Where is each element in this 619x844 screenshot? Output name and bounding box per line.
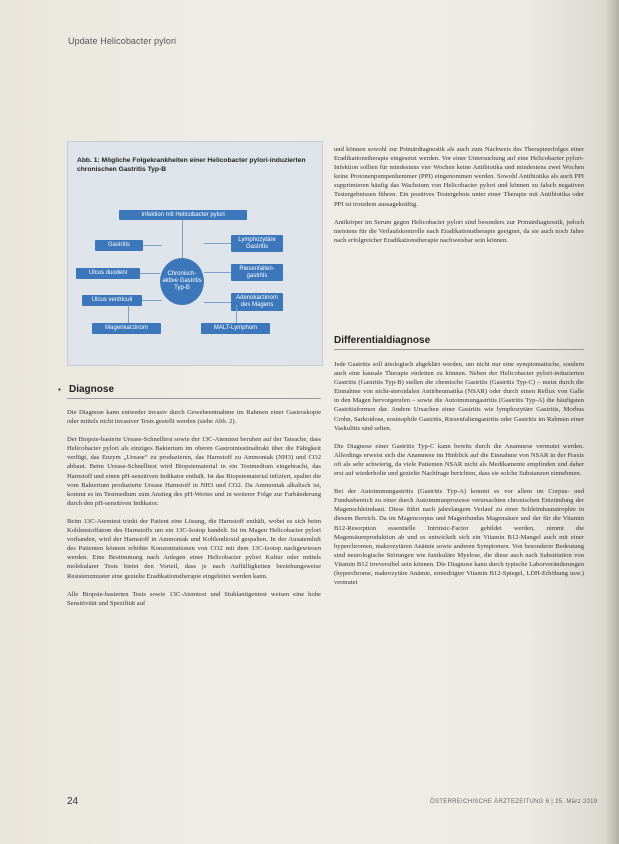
page-spine-shadow bbox=[605, 0, 619, 844]
paragraph: Antikörper im Serum gegen Helicobacter pylori sind besonders zur Primärdiagnostik, jedoch meistens für die Verlaufskontrolle nach Eradikationstherapie geeignet, da sie auch noch Jahre nach erfolgreicher Eradikationstherapie nachweisbar sein können. bbox=[334, 218, 584, 244]
node-chronic-gastritis: Chronisch-aktive Gastritis Typ-B bbox=[160, 258, 204, 305]
paragraph: Jede Gastritis soll ätiologisch abgeklärt werden, um nicht nur eine symptomatische, sondern auch eine kausale Therapie einleiten zu können. Neben der Helicobacter pylori-induzierten Gastritis (Gastritis Typ-B) stellen die chemische Gastritis (Gastritis Typ-C) – meist durch die Einnahme von nicht-steroidalen Antirheumatika (NSAR) oder durch einen Reflux von Galle in den Magen hervorgerufen – sowie die Autoimmungastritis (Gastritis Typ-A) die häufigsten Gastritisformen dar. Andere Ursachen einer Gastritis wie lymphozytäre Gastritis, Morbus Crohn, Sarkoidose, eosinophile Gastritis, Riesenfaltengastritis oder Gastritis im Rahmen einer Vaskulitis sind selten. bbox=[334, 361, 584, 432]
node-right-1: Riesenfalten-gastritis bbox=[231, 264, 283, 281]
node-left-0: Gastritis bbox=[95, 240, 143, 251]
figure-caption: Abb. 1: Mögliche Folgekrankheiten einer Helicobacter pylori-induzierten chronischen Gastritis Typ-B bbox=[77, 157, 306, 173]
journal-footer: ÖSTERREICHISCHE ÄRZTEZEITUNG 6 | 25. März 2019 bbox=[430, 799, 598, 805]
connector bbox=[204, 272, 231, 273]
paragraph: Die Diagnose einer Gastritis Typ-C kann bereits durch die Anamnese vermutet werden. Allerdings erweist sich die Anamnese im Hinblick auf die Einnahme von NSAR in der Praxis oft als sehr schwierig, da viele Patienten NSAR nicht als Medikamente empfinden und daher erst auf wiederholte und gezielte Nachfrage berichten, dass sie solche Substanzen einnehmen. bbox=[334, 442, 584, 478]
paragraph: und können sowohl zur Primärdiagnostik als auch zum Nachweis des Therapieerfolges einer Eradikationstherapie eingesetzt werden. Vor einer Untersuchung auf eine Helicobacter pylori-Infektion sollten für mindestens vier Wochen keine Antibiotika und mindestens zwei Wochen keine Protonenpumpenhemmer (PPI) eingenommen werden. Sowohl Antibiotika als auch PPI supprimieren häufig das Wachstum von Helicobacter pylori und können zu falsch negativen Testergebnissen führen. Ein positives Testergebnis unter einer Therapie mit Antibiotika oder PPI ist trotzdem aussagekräftig. bbox=[334, 146, 584, 208]
paragraph: Alle Biopsie-basierten Tests sowie 13C-Atemtest und Stuhlantigentest weisen eine hohe Sensitivität und Spezifität auf bbox=[67, 590, 321, 607]
node-left-2: Ulcus ventriculi bbox=[82, 295, 142, 306]
connector bbox=[128, 305, 129, 323]
page-number: 24 bbox=[67, 796, 79, 807]
paragraph: Bei der Autoimmungastritis (Gastritis Typ-A) kommt es vor allem im Corpus- und Fundusbereich zu einer durch Autoimmunprozesse verursachten chronischen Entzündung der Magenschleimhaut. Diese führt nach jahrelangem Verlauf zu einer Schleimhautatrophie in diesem Bereich. Da im Magencorpus und Magenfundus Magensäure und der für die Vitamin B12-Resorption essentielle Intrinsic-Factor gebildet werden, nimmt die Magensäureproduktion ab und es entwickelt sich ein Vitamin B12-Mangel auch mit einer hyperchromen, makrozytären Anämie sowie anderen Symptomen. Von besonderer Bedeutung sind neurologische Störungen wie funikuläre Myelose, die diese auch nach Substitution von Vitamin B12 irreversibel sein können. Die Diagnose kann durch typische Laborveränderungen (hyperchrome, makrozytäre Anämie, erniedrigter Vitamin B12-Spiegel, LDH-Erhöhung usw.) vermutet bbox=[334, 488, 584, 587]
connector bbox=[204, 243, 231, 244]
heading-differentialdiagnose: Differentialdiagnose bbox=[334, 335, 431, 346]
running-head: Update Helicobacter pylori bbox=[68, 36, 177, 46]
left-column-text bbox=[67, 408, 321, 617]
bullet-icon: ▪ bbox=[58, 385, 61, 394]
node-right-2: Adenokarzinom des Magens bbox=[231, 293, 283, 311]
paragraph: Beim 13C-Atemtest trinkt der Patient eine Lösung, die Harnstoff enthält, wobei es sich beim Kohlenstoffatom des Harnstoffs um ein 13C-Isotop handelt. Ist im Magen Helicobacter pylori vorhanden, wird der Harnstoff in Ammoniak und Kohlendioxid gespalten. In der Ausatemluft des Patienten können erhöhte Konzentrationen von CO2 mit dem 13C-Isotop nachgewiesen werden. Eine Bestimmung nach Anlegen einer Helicobacter pylori Kultur oder mittels molekularer Tests bietet den Vorteil, dass je nach Auffälligkeiten beziehungsweise Resistenzmuster eine gezielte Eradikationstherapie eingeleitet werden kann. bbox=[67, 517, 321, 580]
connector bbox=[143, 245, 162, 246]
figure-box bbox=[67, 141, 323, 366]
right-column-text-top bbox=[334, 145, 584, 254]
connector bbox=[204, 302, 231, 303]
node-bottom-right: MALT-Lymphom bbox=[201, 323, 270, 334]
connector bbox=[236, 305, 237, 323]
connector bbox=[140, 273, 160, 274]
connector bbox=[142, 300, 162, 301]
node-bottom-left: Magenkarzinom bbox=[92, 323, 161, 334]
right-column-text-bottom bbox=[334, 360, 584, 596]
connector bbox=[182, 220, 183, 258]
node-right-0: Lymphozytäre Gastritis bbox=[231, 235, 283, 252]
paragraph: Der Biopsie-basierte Urease-Schnelltest sowie der 13C-Atemtest beruhen auf der Tatsache, dass Helicobacter pylori als einziges Bakterium im oberen Gastrointestinaltrakt über die Fähigkeit verfügt, das Enzym „Urease“ zu produzieren, das Harnstoff zu Ammoniak (NH3) und CO2 abbaut. Beim Urease-Schnelltest wird Biopsiematerial in ein Testmedium eingebracht, das Harnstoff und einen pH-sensitiven Indikator enthält. Ist das Biopsiematerial infiziert, spaltet die vom Bakterium produzierte Urease Harnstoff in NH3 und CO2. Da Ammoniak alkalisch ist, kommt es im Testmedium zum Anstieg des pH-Wertes und in weiterer Folge zur Farbänderung durch den pH-sensitiven Indikator. bbox=[67, 436, 321, 507]
divider bbox=[67, 398, 321, 399]
paragraph: Die Diagnose kann entweder invasiv durch Gewebeentnahme im Rahmen einer Gastroskopie oder mittels nicht invasiver Tests gestellt werden (siehe Abb. 2). bbox=[67, 409, 321, 426]
node-left-1: Ulcus duodeni bbox=[76, 268, 140, 279]
node-infection: Infektion mit Helicobacter pylori bbox=[119, 210, 247, 220]
heading-diagnose: Diagnose bbox=[69, 384, 115, 395]
divider bbox=[334, 349, 584, 350]
